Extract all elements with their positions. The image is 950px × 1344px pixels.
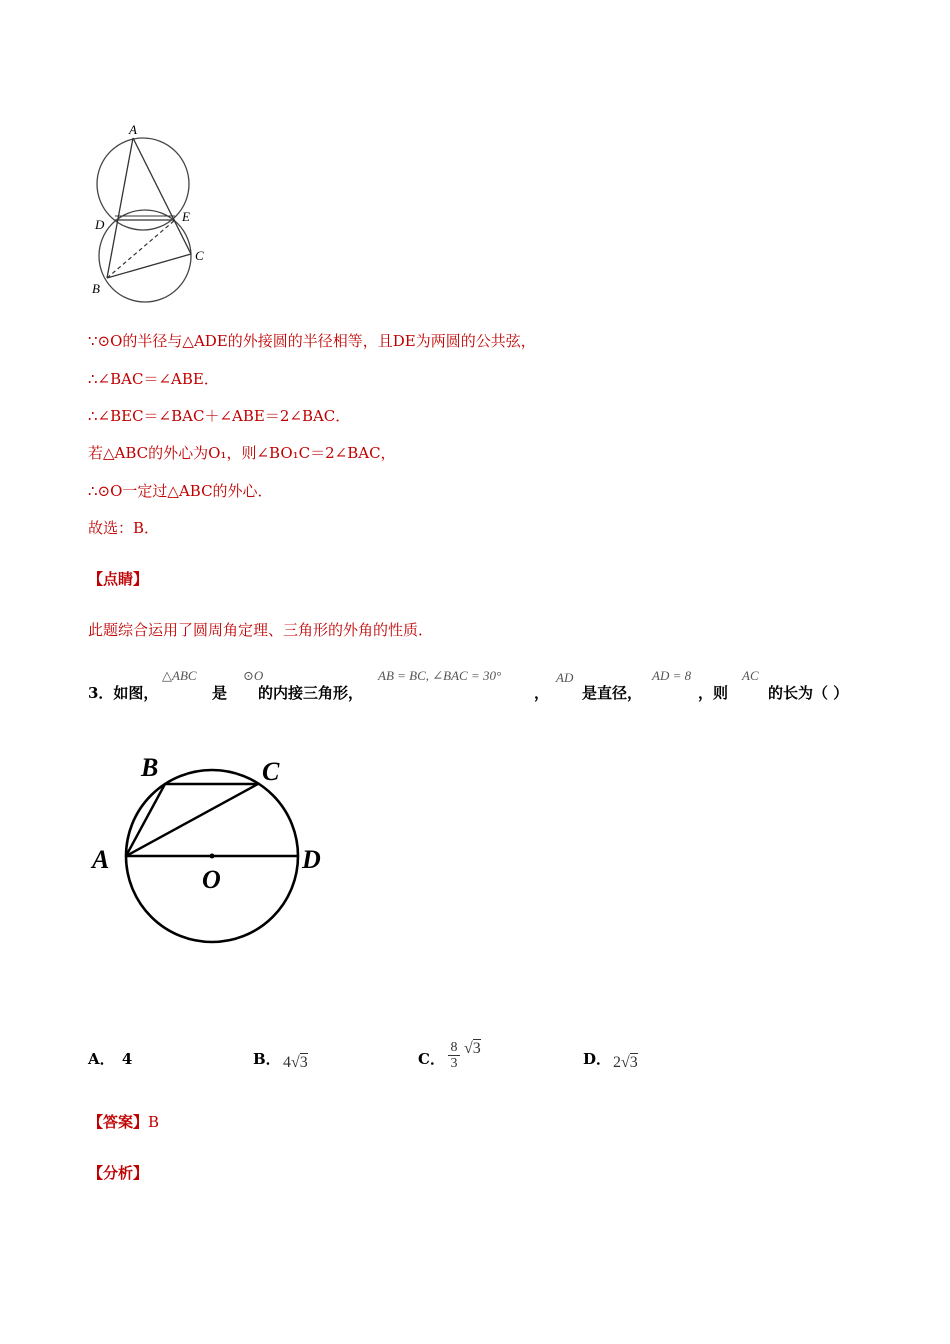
solution-line: ∵⊙O的半径与△ADE的外接圆的半径相等，且DE为两圆的公共弦， bbox=[88, 332, 536, 350]
math-circle-o: ⊙O bbox=[243, 668, 264, 683]
solution-line: ∴∠BAC＝∠ABE． bbox=[88, 370, 219, 388]
answer bbox=[88, 1111, 159, 1132]
center-point bbox=[210, 854, 215, 859]
label-B: B bbox=[141, 753, 159, 782]
segment-BC bbox=[107, 254, 191, 278]
fraction-numerator: 8 bbox=[448, 1040, 460, 1056]
label-E: E bbox=[182, 209, 190, 224]
sqrt-icon: √ bbox=[291, 1054, 300, 1071]
option-coef: 4 bbox=[283, 1054, 291, 1071]
lower-circle bbox=[99, 210, 191, 302]
question-text: ，则 bbox=[698, 684, 729, 702]
question-3 bbox=[88, 666, 868, 706]
segment-AC bbox=[133, 138, 191, 254]
segment-AB bbox=[107, 138, 133, 278]
option-b[interactable] bbox=[253, 1048, 333, 1078]
solution-line: 故选：B． bbox=[88, 519, 160, 537]
question-number: 3．如图， bbox=[88, 684, 159, 702]
option-radicand: 3 bbox=[299, 1054, 308, 1071]
label-A: A bbox=[92, 845, 110, 874]
option-radicand: 3 bbox=[472, 1040, 481, 1057]
figure-circle-abcd bbox=[88, 748, 338, 948]
math-triangle-abc: △ABC bbox=[162, 668, 197, 683]
option-letter: B． bbox=[253, 1050, 281, 1068]
option-radicand: 3 bbox=[629, 1054, 638, 1071]
question-text: 是直径， bbox=[582, 684, 643, 702]
option-d[interactable] bbox=[583, 1048, 663, 1078]
option-coef: 2 bbox=[613, 1054, 621, 1071]
answer-label: 【答案】 bbox=[88, 1113, 149, 1131]
label-C: C bbox=[195, 248, 204, 263]
question-text: ， bbox=[534, 684, 550, 702]
solution-line: ∴⊙O一定过△ABC的外心． bbox=[88, 482, 273, 500]
question-text: 的内接三角形， bbox=[258, 684, 364, 702]
sqrt-icon: √ bbox=[621, 1054, 630, 1071]
label-D: D bbox=[302, 845, 321, 874]
math-ad-equals: AD = 8 bbox=[652, 668, 692, 683]
option-letter: A． bbox=[88, 1050, 115, 1068]
option-a[interactable] bbox=[88, 1048, 132, 1069]
question-text: 的长为（ ） bbox=[768, 684, 849, 702]
label-B: B bbox=[92, 281, 100, 296]
answer-value: B bbox=[148, 1113, 160, 1131]
segment-BE-dashed bbox=[107, 220, 175, 278]
option-letter: C． bbox=[418, 1050, 445, 1068]
option-value: 4 bbox=[121, 1050, 133, 1068]
solution-line: 若△ABC的外心为O₁，则∠BO₁C＝2∠BAC， bbox=[88, 444, 396, 462]
label-C: C bbox=[262, 757, 280, 786]
fraction-denominator: 3 bbox=[450, 1056, 458, 1071]
math-condition: AB = BC, ∠BAC = 30° bbox=[378, 668, 502, 683]
figure-two-circles bbox=[85, 118, 215, 303]
sqrt-icon: √ bbox=[464, 1040, 473, 1057]
label-D: D bbox=[95, 217, 105, 232]
option-letter: D． bbox=[583, 1050, 612, 1068]
dianjing-label: 【点睛】 bbox=[88, 570, 149, 588]
label-O: O bbox=[202, 865, 221, 894]
math-ac: AC bbox=[742, 668, 759, 683]
solution-line: ∴∠BEC＝∠BAC＋∠ABE＝2∠BAC． bbox=[88, 407, 351, 425]
math-ad: AD bbox=[556, 670, 574, 685]
label-A: A bbox=[129, 122, 137, 137]
question-text: 是 bbox=[212, 684, 228, 702]
dianjing-text: 此题综合运用了圆周角定理、三角形的外角的性质． bbox=[88, 621, 434, 639]
analysis-label: 【分析】 bbox=[88, 1164, 149, 1182]
option-c[interactable] bbox=[418, 1040, 508, 1080]
